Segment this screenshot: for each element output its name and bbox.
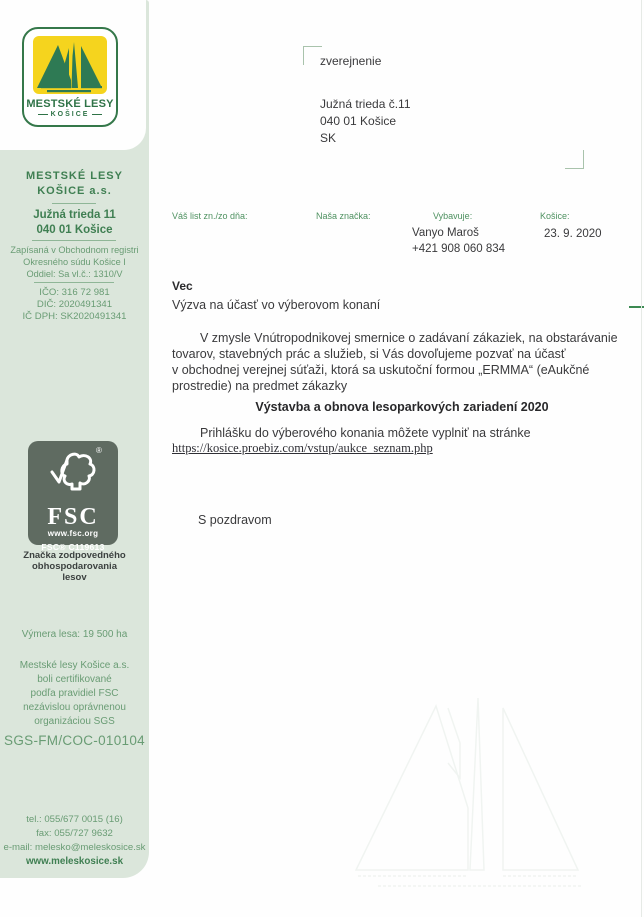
cert-line: organizáciou SGS [34,716,115,727]
fsc-badge [28,441,118,552]
our-ref-label: Naša značka: [316,211,371,221]
recipient-city: 040 01 Košice [320,114,397,128]
your-ref-label: Váš list zn./zo dňa: [172,211,248,221]
sidebar-icdph: IČ DPH: SK2020491341 [22,311,127,322]
sidebar-registry-line3: Oddiel: Sa vl.č.: 1310/V [26,269,123,279]
fsc-note-line1: Značka zodpovedného [23,550,126,561]
handler-name: Vanyo Maroš [412,227,479,239]
sidebar-company-line1: MESTSKÉ LESY [26,170,123,182]
recipient-line1: zverejnenie [320,54,382,68]
cert-line: boli certifikované [37,674,112,685]
sidebar-divider [34,282,114,283]
recipient-country: SK [320,131,337,145]
sidebar-divider [52,203,96,204]
paragraph-line: prostredie) na predmet zákazky [172,379,348,393]
contact-website: www.meleskosice.sk [25,856,124,867]
sidebar-registry-line2: Okresného súdu Košice I [23,257,126,267]
address-window-corner-bottom-right [565,150,584,169]
forest-area: Výmera lesa: 19 500 ha [21,629,128,640]
handler-phone: +421 908 060 834 [412,243,506,255]
subject-label: Vec [172,279,193,293]
contact-email: e-mail: melesko@meleskosice.sk [3,842,146,853]
sidebar-company-line2: KOŠICE a.s. [37,185,112,197]
fsc-note-line2: obhospodarovania [32,561,117,572]
sidebar-address-line1: Južná trieda 11 [33,209,116,221]
letter-date: 23. 9. 2020 [544,228,602,240]
handler-label: Vybavuje: [433,211,473,221]
fsc-url: www.fsc.org [47,529,99,538]
sidebar-registry-line1: Zapísaná v Obchodnom registri [10,245,139,255]
company-logo [22,27,118,127]
logo-trees-icon [33,36,107,94]
cert-line: podľa pravidiel FSC [30,688,119,699]
tender-link[interactable]: https://kosice.proebiz.com/vstup/aukce_seznam.php [172,441,433,455]
paragraph-line: tovarov, stavebných prác a služieb, si Vás dovoľujeme pozvať na účasť [172,347,566,361]
cert-line: nezávislou oprávnenou [23,702,126,713]
fsc-cert-number: FSC® C119613 [41,542,105,552]
cert-line: Mestské lesy Košice a.s. [19,660,130,671]
sidebar-ico: IČO: 316 72 981 [39,287,110,298]
fsc-wordmark: FSC [47,504,99,530]
watermark-logo-ghost-icon [348,648,638,903]
fsc-note-line3: lesov [62,572,87,583]
closing: S pozdravom [198,513,272,527]
tender-title: Výstavba a obnova lesoparkových zariadení 2020 [255,400,549,414]
cert-code: SGS-FM/COC-010104 [4,733,145,748]
paragraph-line: V zmysle Vnútropodnikovej smernice o zadávaní zákaziek, na obstarávanie [200,331,618,345]
sidebar-address-line2: 040 01 Košice [36,224,113,236]
subject-line: Výzva na účasť vo výberovom konaní [172,298,381,312]
paragraph-line: v obchodnej verejnej súťaži, ktorá sa uskutoční formou „ERMMA“ (eAukčné [172,363,590,377]
fsc-tree-checkmark-icon [28,448,118,503]
sidebar-dic: DIČ: 2020491341 [36,299,113,310]
scan-edge-artifact [641,0,642,917]
logo-city-name: KOŠICE [24,111,116,118]
recipient-street: Južná trieda č.11 [320,97,411,111]
logo-company-name: MESTSKÉ LESY [26,98,114,110]
invite-line: Prihlášku do výberového konania môžete vyplniť na stránke [200,426,531,440]
fsc-registered-mark: ® [96,446,102,455]
sidebar-divider [32,240,116,241]
contact-fax: fax: 055/727 9632 [36,828,113,839]
contact-tel: tel.: 055/677 0015 (16) [26,814,123,825]
place-label: Košice: [540,211,570,221]
